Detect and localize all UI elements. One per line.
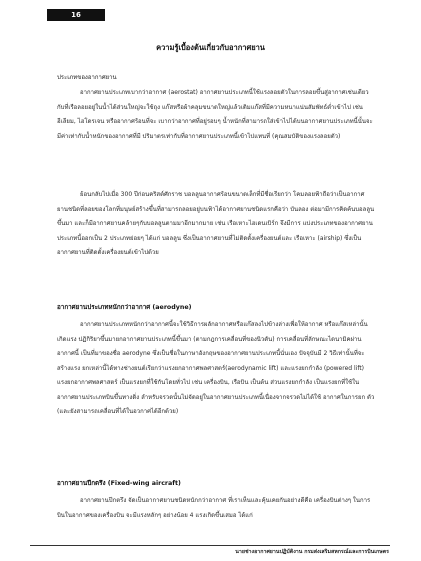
paragraph-aerostat: อากาศยานประเภทเบากว่าอากาศ (aerostat) อากาศยานประเภทนี้ใช้แรงลอยตัวในการลอยขึ้นสู่อากาศเช่นเดียวกับที่เรือลอยอยู่ในน้ำได้ส่วนใหญ่จะใช้ถุง แก๊สหรือผ้าคลุมขนาดใหญ่แล้วเติมแก๊สที่มีความหนาแน่นสัมพัทธ์ต่ำเข้าไป เช่น ฮีเลียม, ไฮโดรเจน หรืออากาศร้อนที่จะ เบากว่าอากาศที่อยู่รอบๆ น้ำหนักที่สามารถใส่เข้าไปได้บนอากาศยานประเภทนี้นั้นจะมีค่าเท่ากับน้ำหนักของอากาศที่มี ปริมาตรเท่ากับที่อากาศยานประเภทนี้เข้าไปแทนที่ (คุณสมบัติของแรงลอยตัว)	[57, 89, 373, 140]
footer-divider	[30, 545, 390, 546]
paragraph-history: ย้อนกลับไปเมื่อ 300 ปีก่อนคริสต์ศักราช บอลลูนอากาศร้อนขนาดเล็กที่มีชื่อเรียกว่า โคมลอยฟ้าถือว่าเป็นอากาศ ยานชนิดที่ลอยของโลกที่มนุษย์สร้างขึ้นที่สามารถลอยอยู่บนฟ้าได้อากาศยานชนิดแรกคือว่า บันลอง ต่อมามีการคิดค้นบอลลูนขึ้นมา และก็มีอากาศยานคล้ายๆกับบอลลูนตามมาอีกมากมาย เช่น เรือเหาะไฮเดนเบิร์ก จึงมีการ แบ่งประเภทของอากาศยานประเภทนี้ออกเป็น 2 ประเภทย่อยๆ ได้แก่ บอลลูน ซึ่งเป็นอากาศยานที่ไม่ติดตั้งเครื่องยนต์และ เรือเหาะ (airship) ซึ่งเป็นอากาศยานที่ติดตั้งเครื่องยนต์เข้าไปด้วย	[57, 191, 375, 256]
paragraph-fixed-wing: อากาศยานปีกตรึง จัดเป็นอากาศยานชนิดหนักกว่าอากาศ ที่เราเห็นและคุ้นเคยกันอย่างดีคือ เครื่องบินต่างๆ ในการบินในอากาศของเครื่องบิน จะมีแรงหลักๆ อย่างน้อย 4 แรงเกิดขึ้นเสมอ ได้แก่	[57, 497, 371, 519]
section-label-aircraft-types: ประเภทของอากาศยาน	[57, 74, 117, 81]
heading-fixed-wing: อากาศยานปีกตรึง (Fixed-wing aircraft)	[57, 480, 181, 487]
footer-caption: นายช่างอากาศยานปฏิบัติงาน กรมส่งเสริมสหกรณ์และการบินเกษตร	[235, 549, 389, 555]
page-title: ความรู้เบื้องต้นเกี่ยวกับอากาศยาน	[156, 43, 265, 52]
page-number-badge: 16	[47, 9, 105, 21]
paragraph-aerodyne: อากาศยานประเภทหนักกว่าอากาศนี้จะใช้วิธีการผลักอากาศหรือแก๊สลงไปข้างล่างเพื่อให้อากาศ หรือแก๊สเหล่านั้นเกิดแรง ปฏิกิริยาขึ้นมายกอากาศยานประเภทนี้ขึ้นมา (ตามกฎการเคลื่อนที่ของนิวตัน) การเคลื่อนที่ลักษณะไดนามิคผ่านอากาศนี้ เป็นที่มาของชื่อ aerodyne ซึ่งเป็นชื่อในภาษาอังกฤษของอากาศยานประเภทนี้นั่นเอง ปัจจุบันมี 2 วิธีเท่านั้นที่จะสร้างแรง ยกเหล่านี้ได้ทางช่างยนต์เรียกว่าแรงยกอากาศพลศาสตร์(aerodynamic lift) และแรงยกกำลัง (powered lift) แรงยกอากาศพลศาสตร์ เป็นแรงยกที่ใช้กันโดยทั่วไป เช่น เครื่องบิน, เรือบิน เป็นต้น ส่วนแรงยกกำลัง เป็นแรงยกที่ใช้ในอากาศยานประเภทบินขึ้นทางดิ่ง ลำหรับจรวดนั้นไม่จัดอยู่ในอากาศยานประเภทนี้เนื่องจากจรวดไม่ได้ใช้ อากาศในการยก ตัว (และยังสามารถเคลื่อนที่ได้ในอวกาศได้อีกด้วย)	[57, 321, 375, 415]
heading-aerodyne: อากาศยานประเภทหนักกว่าอากาศ (aerodyne)	[57, 304, 192, 311]
